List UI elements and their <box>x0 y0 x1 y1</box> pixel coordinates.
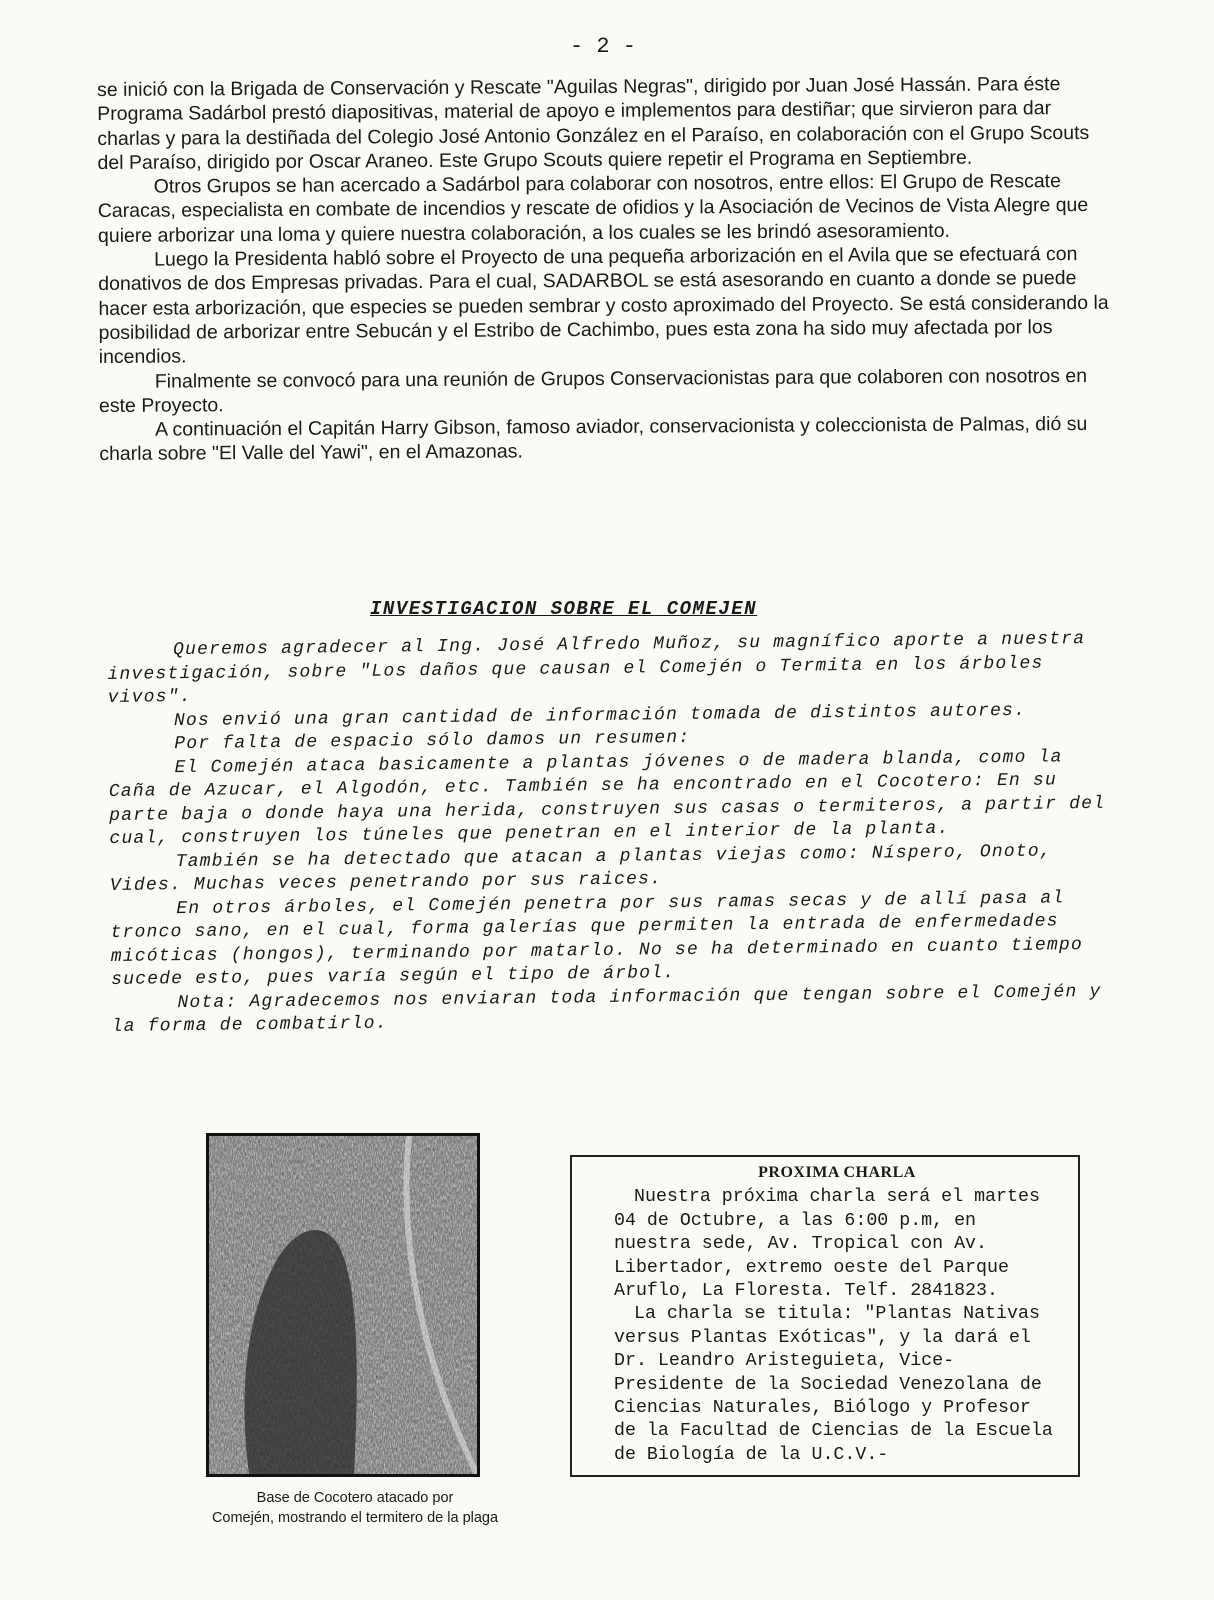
comejen-paragraph: El Comején ataca basicamente a plantas jóvenes o de madera blanda, como la Caña de Azucar, el Algodón, etc. También se ha encontrado en el Cocotero: En su parte baja o donde haya una herida, construyen sus casas o termiteros, a partir del cual, construyen los túneles que penetran en el interior de la planta. <box>108 746 1106 849</box>
intro-paragraph: Luego la Presidenta habló sobre el Proyecto de una pequeña arborización en el Avila que se efectuará con donativos de dos Empresas privadas. Para el cual, SADARBOL se está asesorando en cuanto a donde se puede hacer esta arborización, que especies se pueden sembrar y costo aproximado del Proyecto. Se está considerando la posibilidad de arborizar entre Sebucán y el Estribo de Cachimbo, pues esta zona ha sido muy afectada por los incendios. <box>98 243 1109 369</box>
comejen-paragraph: Queremos agradecer al Ing. José Alfredo Muñoz, su magnífico aporte a nuestra investigación, sobre "Los daños que causan el Comején o Termita en los árboles vivos". <box>107 629 1086 708</box>
comejen-paragraph: Por falta de espacio sólo damos un resumen: <box>174 727 691 755</box>
comejen-paragraph: También se ha detectado que atacan a plantas viejas como: Níspero, Onoto, Vides. Muchas veces penetrando por sus raices. <box>109 840 1052 896</box>
charla-paragraph: Nuestra próxima charla será el martes 04 de Octubre, a las 6:00 p.m, en nuestra sede, Av. Tropical con Av. Libertador, extremo oeste del Parque Aruflo, La Floresta. Telf. 2841823. <box>614 1187 1040 1302</box>
photo-caption <box>150 1488 560 1528</box>
intro-paragraph: se inició con la Brigada de Conservación y Rescate "Aguilas Negras", dirigido por Juan José Hassán. Para éste Programa Sadárbol prestó diapositivas, material de apoyo e implementos para destiñar; que sirvieron para dar charlas y para la destiñada del Colegio José Antonio González en el Paraíso, en colaboración con el Grupo Scouts del Paraíso, dirigido por Oscar Araneo. Este Grupo Scouts quiere repetir el Programa en Septiembre. <box>97 73 1090 174</box>
charla-paragraph: La charla se titula: "Plantas Nativas versus Plantas Exóticas", y la dará el Dr. Leandro Aristeguieta, Vice-Presidente de la Sociedad Venezolana de Ciencias Naturales, Biólogo y Profesor de la Facultad de Ciencias de la Escuela de Biología de la U.C.V.- <box>614 1304 1053 1465</box>
comejen-paragraph: Nota: Agradecemos nos enviaran toda información que tengan sobre el Comején y la forma de combatirlo. <box>111 981 1102 1037</box>
comejen-paragraph: Nos envió una gran cantidad de información tomada de distintos autores. <box>173 700 1027 731</box>
caption-line: Comején, mostrando el termitero de la plaga <box>211 1510 499 1526</box>
page-number: - 2 - <box>570 34 637 59</box>
intro-text <box>97 72 1119 467</box>
intro-paragraph: Otros Grupos se han acercado a Sadárbol para colaborar con nosotros, entre ellos: El Grupo de Rescate Caracas, especialista en combate de incendios y rescate de ofidios y la Asociación de Vecinos de Vista Alegre que quiere arborizar una loma y quiere nuestra colaboración, a los cuales se les brindó asesoramiento. <box>97 170 1089 247</box>
comejen-paragraph: En otros árboles, el Comején penetra por sus ramas secas y de allí pasa al tronco sano, en el cual, forma galerías que permiten la entrada de enfermedades micóticas (hongos), terminando por matarlo. No se ha determinado en cuanto tiempo sucede esto, pues varía según el tipo de árbol. <box>110 887 1084 990</box>
charla-title: PROXIMA CHARLA <box>758 1164 916 1181</box>
coconut-trunk-photo <box>206 1133 480 1477</box>
section-heading: INVESTIGACION SOBRE EL COMEJEN <box>370 598 758 620</box>
intro-paragraph: A continuación el Capitán Harry Gibson, famoso aviador, conservacionista y coleccionista de Palmas, dió su charla sobre "El Valle del Yawi", en el Amazonas. <box>99 413 1088 466</box>
intro-paragraph: Finalmente se convocó para una reunión de Grupos Conservacionistas para que colaboren con nosotros en este Proyecto. <box>98 364 1088 417</box>
caption-line: Base de Cocotero atacado por <box>256 1490 454 1506</box>
comejen-article <box>107 628 1117 1040</box>
proxima-charla-box <box>570 1155 1080 1477</box>
